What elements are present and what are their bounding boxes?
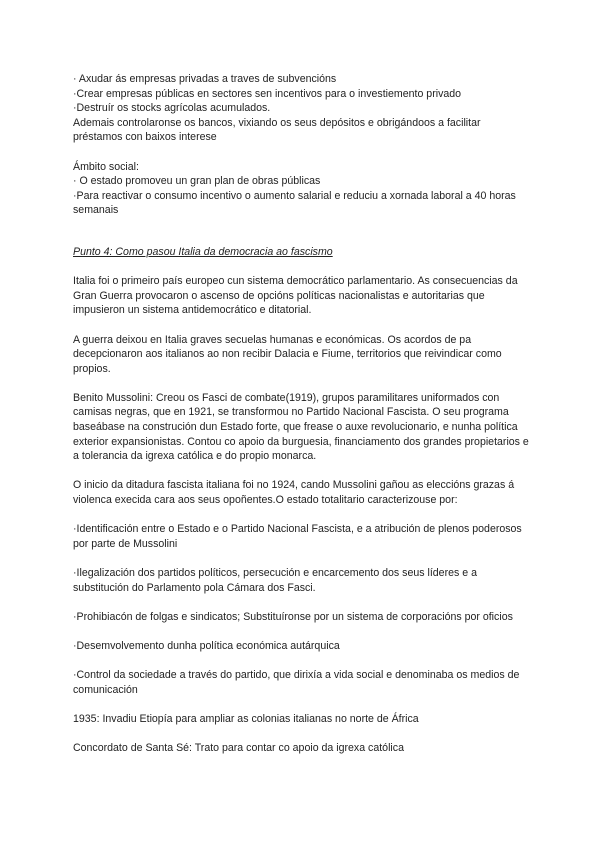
spacer [73, 260, 531, 275]
list-item: ·Control da sociedade a través do partido, que dirixía a vida social e denominaba os medios de comunicación [73, 669, 520, 696]
economic-item: · Axudar ás empresas privadas a traves de subvencións [73, 73, 337, 85]
spacer [73, 727, 531, 742]
spacer [73, 145, 531, 160]
section-paragraph: Concordato de Santa Sé: Trato para contar co apoio da igrexa católica [73, 742, 404, 755]
list-item: ·Ilegalización dos partidos políticos, persecución e encarcemento dos seus líderes e a substitución do Parlamento pola Cámara dos Fasci. [73, 567, 477, 594]
spacer [73, 697, 531, 712]
list-item: ·Prohibiacón de folgas e sindicatos; Substituíronse por un sistema de corporacións por oficios [73, 610, 513, 623]
spacer [73, 376, 531, 391]
economic-item: ·Destruír os stocks agrícolas acumulados. [73, 102, 271, 115]
economic-item: ·Crear empresas públicas en sectores sen incentivos para o investiemento privado [73, 87, 462, 100]
section-paragraph: O inicio da ditadura fascista italiana foi no 1924, cando Mussolini gañou as eleccións grazas á violenca execida cara aos seus opoñentes.O estado totalitario caracterizouse por: [73, 479, 515, 507]
social-title: Ámbito social: [73, 160, 139, 173]
spacer [73, 654, 531, 669]
section-heading: Punto 4: Como pasou Italia da democracia ao fascismo [73, 245, 333, 258]
section-paragraph: Italia foi o primeiro país europeo cun sistema democrático parlamentario. As consecuencias da Gran Guerra provocaron o ascenso de opcións políticas nacionalistas e autoritarias que impusieron un sistema antidemocrático e ditatorial. [73, 275, 518, 317]
spacer [73, 218, 531, 245]
economic-paragraph: Ademais controlaronse os bancos, vixiando os seus depósitos e obrigándoos a facilitar préstamos con baixos interese [73, 116, 481, 144]
spacer [73, 624, 531, 639]
spacer [73, 318, 531, 333]
list-item: ·Desemvolvemento dunha política económica autárquica [73, 639, 340, 652]
section-paragraph: A guerra deixou en Italia graves secuelas humanas e económicas. Os acordos de pa decepcionaron aos italianos ao non recibir Dalacia e Fiume, territorios que reivindicar como propios. [73, 333, 502, 375]
document-body [73, 72, 531, 756]
spacer [73, 551, 531, 566]
spacer [73, 595, 531, 610]
list-item: ·Identificación entre o Estado e o Partido Nacional Fascista, e a atribución de plenos poderosos por parte de Mussolini [73, 523, 522, 550]
social-item: ·Para reactivar o consumo incentivo o aumento salarial e reduciu a xornada laboral a 40 horas semanais [73, 189, 516, 217]
spacer [73, 464, 531, 479]
section-paragraph: 1935: Invadiu Etiopía para ampliar as colonias italianas no norte de África [73, 712, 419, 725]
social-item: · O estado promoveu un gran plan de obras públicas [73, 175, 321, 188]
spacer [73, 508, 531, 523]
section-paragraph: Benito Mussolini: Creou os Fasci de combate(1919), grupos paramilitares uniformados con camisas negras, que en 1921, se transformou no Partido Nacional Fascista. O seu programa baseábase na construción dun Estado forte, que frease o auxe revolucionario, e nunha política exterior expansionistas. Contou co apoio da burguesia, financiamento dos grandes propietarios e a tolerancia da igrexa católica e do propio monarca. [73, 391, 529, 463]
